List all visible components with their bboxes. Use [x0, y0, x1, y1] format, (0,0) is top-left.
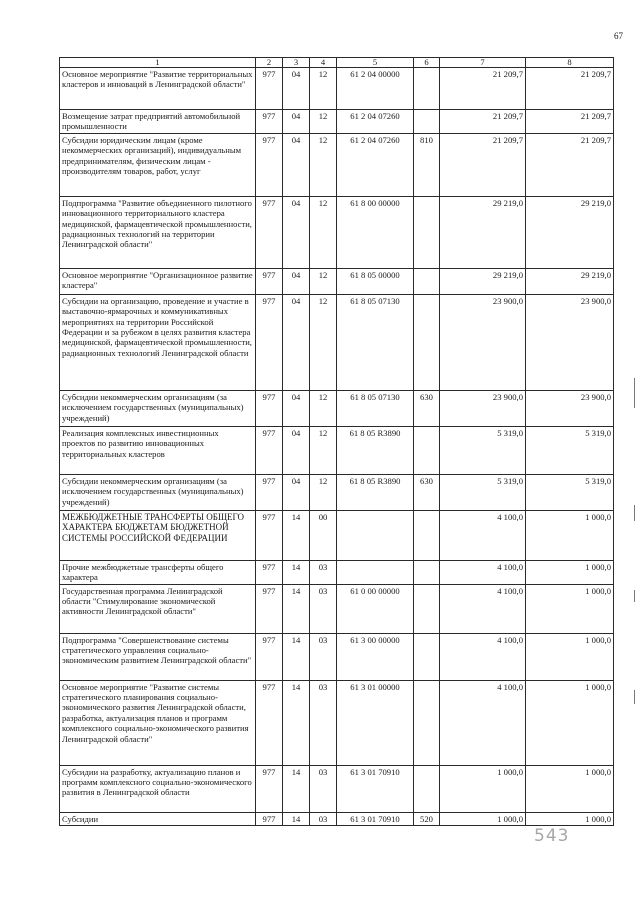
section-code: 04	[283, 68, 310, 110]
ministry-code: 977	[256, 68, 283, 110]
amount-2: 5 319,0	[526, 426, 614, 474]
subsection-code: 12	[310, 68, 337, 110]
row-description: Основное мероприятие "Развитие системы стратегического планирования социально-экономического развития Ленинградской области, разработка, актуализация планов и программ комплексного социально-экономического развития Ленинградской области"	[60, 680, 256, 765]
subsection-code: 12	[310, 474, 337, 510]
target-article-code	[337, 510, 414, 560]
table-row	[60, 474, 614, 510]
page-stamp: 543	[534, 826, 570, 846]
table-row	[60, 133, 614, 196]
section-code: 04	[283, 294, 310, 390]
row-description: Прочие межбюджетные трансферты общего характера	[60, 560, 256, 584]
scan-edge-mark	[634, 505, 635, 521]
section-code: 04	[283, 133, 310, 196]
target-article-code: 61 8 05 00000	[337, 268, 414, 294]
section-code: 14	[283, 560, 310, 584]
amount-2: 23 900,0	[526, 390, 614, 426]
row-description: Субсидии	[60, 812, 256, 825]
table-header-row	[60, 58, 614, 68]
ministry-code: 977	[256, 110, 283, 134]
subsection-code: 12	[310, 426, 337, 474]
amount-2: 29 219,0	[526, 196, 614, 268]
ministry-code: 977	[256, 196, 283, 268]
subsection-code: 00	[310, 510, 337, 560]
expense-type-code: 810	[414, 133, 440, 196]
amount-1: 4 100,0	[440, 584, 526, 633]
table-row	[60, 110, 614, 134]
row-description: Подпрограмма "Совершенствование системы стратегического управления социально-экономическим развитием Ленинградской области"	[60, 633, 256, 680]
row-description: МЕЖБЮДЖЕТНЫЕ ТРАНСФЕРТЫ ОБЩЕГО ХАРАКТЕРА БЮДЖЕТАМ БЮДЖЕТНОЙ СИСТЕМЫ РОССИЙСКОЙ ФЕДЕРАЦИИ	[60, 510, 256, 560]
amount-1: 21 209,7	[440, 133, 526, 196]
amount-1: 29 219,0	[440, 268, 526, 294]
amount-2: 21 209,7	[526, 68, 614, 110]
amount-2: 1 000,0	[526, 560, 614, 584]
expense-type-code	[414, 68, 440, 110]
amount-1: 4 100,0	[440, 510, 526, 560]
header-cell: 3	[283, 58, 310, 68]
header-cell: 2	[256, 58, 283, 68]
header-cell: 1	[60, 58, 256, 68]
ministry-code: 977	[256, 765, 283, 812]
table-row	[60, 68, 614, 110]
row-description: Субсидии на разработку, актуализацию планов и программ комплексного социально-экономического развития в Ленинградской области	[60, 765, 256, 812]
subsection-code: 03	[310, 680, 337, 765]
subsection-code: 12	[310, 268, 337, 294]
row-description: Субсидии юридическим лицам (кроме некоммерческих организаций), индивидуальным предпринимателям, физическим лицам - производителям товаров, работ, услуг	[60, 133, 256, 196]
table-row	[60, 560, 614, 584]
amount-1: 23 900,0	[440, 390, 526, 426]
target-article-code: 61 3 01 70910	[337, 765, 414, 812]
header-cell: 6	[414, 58, 440, 68]
expense-type-code	[414, 294, 440, 390]
subsection-code: 12	[310, 390, 337, 426]
expense-type-code: 630	[414, 390, 440, 426]
amount-2: 1 000,0	[526, 765, 614, 812]
expense-type-code: 520	[414, 812, 440, 825]
row-description: Субсидии на организацию, проведение и участие в выставочно-ярмарочных и коммуникативных мероприятиях на территории Российской Федерации и за рубежом в целях развития кластера медицинской, фармацевтической промышленности, радиационных технологий Ленинградской области	[60, 294, 256, 390]
table-row	[60, 390, 614, 426]
expense-type-code	[414, 510, 440, 560]
amount-2: 1 000,0	[526, 510, 614, 560]
expense-type-code	[414, 584, 440, 633]
section-code: 04	[283, 268, 310, 294]
section-code: 14	[283, 812, 310, 825]
section-code: 14	[283, 510, 310, 560]
subsection-code: 03	[310, 812, 337, 825]
section-code: 04	[283, 196, 310, 268]
row-description: Реализация комплексных инвестиционных проектов по развитию инновационных территориальных кластеров	[60, 426, 256, 474]
section-code: 04	[283, 110, 310, 134]
target-article-code: 61 3 01 70910	[337, 812, 414, 825]
amount-1: 1 000,0	[440, 765, 526, 812]
scan-edge-mark	[634, 590, 635, 602]
row-description: Субсидии некоммерческим организациям (за исключением государственных (муниципальных) учреждений)	[60, 390, 256, 426]
row-description: Основное мероприятие "Развитие территориальных кластеров и инноваций в Ленинградской области"	[60, 68, 256, 110]
ministry-code: 977	[256, 633, 283, 680]
subsection-code: 03	[310, 765, 337, 812]
scan-edge-mark	[634, 690, 635, 704]
amount-2: 21 209,7	[526, 133, 614, 196]
amount-2: 5 319,0	[526, 474, 614, 510]
ministry-code: 977	[256, 294, 283, 390]
header-cell: 8	[526, 58, 614, 68]
expense-type-code	[414, 426, 440, 474]
subsection-code: 12	[310, 110, 337, 134]
expense-type-code	[414, 196, 440, 268]
amount-1: 21 209,7	[440, 110, 526, 134]
ministry-code: 977	[256, 560, 283, 584]
expense-type-code	[414, 110, 440, 134]
subsection-code: 12	[310, 196, 337, 268]
amount-2: 1 000,0	[526, 680, 614, 765]
row-description: Субсидии некоммерческим организациям (за исключением государственных (муниципальных) учреждений)	[60, 474, 256, 510]
amount-1: 29 219,0	[440, 196, 526, 268]
expense-type-code	[414, 633, 440, 680]
target-article-code: 61 8 05 07130	[337, 294, 414, 390]
amount-1: 4 100,0	[440, 633, 526, 680]
target-article-code: 61 2 04 00000	[337, 68, 414, 110]
amount-1: 5 319,0	[440, 474, 526, 510]
target-article-code: 61 3 01 00000	[337, 680, 414, 765]
ministry-code: 977	[256, 474, 283, 510]
ministry-code: 977	[256, 390, 283, 426]
table-row	[60, 633, 614, 680]
amount-1: 4 100,0	[440, 560, 526, 584]
table-row	[60, 680, 614, 765]
target-article-code: 61 8 05 07130	[337, 390, 414, 426]
section-code: 14	[283, 680, 310, 765]
subsection-code: 12	[310, 133, 337, 196]
row-description: Возмещение затрат предприятий автомобильной промышленности	[60, 110, 256, 134]
target-article-code: 61 8 05 R3890	[337, 426, 414, 474]
header-cell: 4	[310, 58, 337, 68]
table-row	[60, 268, 614, 294]
ministry-code: 977	[256, 812, 283, 825]
amount-1: 23 900,0	[440, 294, 526, 390]
table-row	[60, 584, 614, 633]
target-article-code: 61 2 04 07260	[337, 110, 414, 134]
section-code: 14	[283, 584, 310, 633]
table-row	[60, 196, 614, 268]
target-article-code: 61 8 05 R3890	[337, 474, 414, 510]
header-cell: 7	[440, 58, 526, 68]
amount-1: 4 100,0	[440, 680, 526, 765]
subsection-code: 03	[310, 560, 337, 584]
row-description: Основное мероприятие "Организационное развитие кластера"	[60, 268, 256, 294]
ministry-code: 977	[256, 426, 283, 474]
section-code: 14	[283, 765, 310, 812]
scan-edge-mark	[634, 378, 635, 408]
amount-1: 1 000,0	[440, 812, 526, 825]
subsection-code: 03	[310, 584, 337, 633]
target-article-code: 61 2 04 07260	[337, 133, 414, 196]
table-row	[60, 426, 614, 474]
target-article-code: 61 3 00 00000	[337, 633, 414, 680]
section-code: 04	[283, 390, 310, 426]
amount-2: 21 209,7	[526, 110, 614, 134]
subsection-code: 03	[310, 633, 337, 680]
target-article-code: 61 8 00 00000	[337, 196, 414, 268]
amount-2: 1 000,0	[526, 633, 614, 680]
ministry-code: 977	[256, 680, 283, 765]
header-cell: 5	[337, 58, 414, 68]
amount-2: 1 000,0	[526, 812, 614, 825]
amount-1: 21 209,7	[440, 68, 526, 110]
expense-type-code	[414, 268, 440, 294]
expense-type-code	[414, 765, 440, 812]
page-number: 67	[614, 31, 623, 41]
ministry-code: 977	[256, 510, 283, 560]
expense-type-code	[414, 680, 440, 765]
section-code: 14	[283, 633, 310, 680]
amount-2: 1 000,0	[526, 584, 614, 633]
target-article-code	[337, 560, 414, 584]
subsection-code: 12	[310, 294, 337, 390]
ministry-code: 977	[256, 133, 283, 196]
table-row	[60, 510, 614, 560]
row-description: Подпрограмма "Развитие объединенного пилотного инновационного территориального кластера медицинской, фармацевтической промышленности, радиационных технологий на территории Ленинградской области"	[60, 196, 256, 268]
target-article-code: 61 0 00 00000	[337, 584, 414, 633]
row-description: Государственная программа Ленинградской области "Стимулирование экономической активности Ленинградской области"	[60, 584, 256, 633]
table-row	[60, 294, 614, 390]
ministry-code: 977	[256, 584, 283, 633]
section-code: 04	[283, 426, 310, 474]
section-code: 04	[283, 474, 310, 510]
amount-1: 5 319,0	[440, 426, 526, 474]
table-row	[60, 812, 614, 825]
amount-2: 29 219,0	[526, 268, 614, 294]
table-row	[60, 765, 614, 812]
expense-type-code: 630	[414, 474, 440, 510]
budget-table	[59, 57, 614, 826]
ministry-code: 977	[256, 268, 283, 294]
expense-type-code	[414, 560, 440, 584]
amount-2: 23 900,0	[526, 294, 614, 390]
